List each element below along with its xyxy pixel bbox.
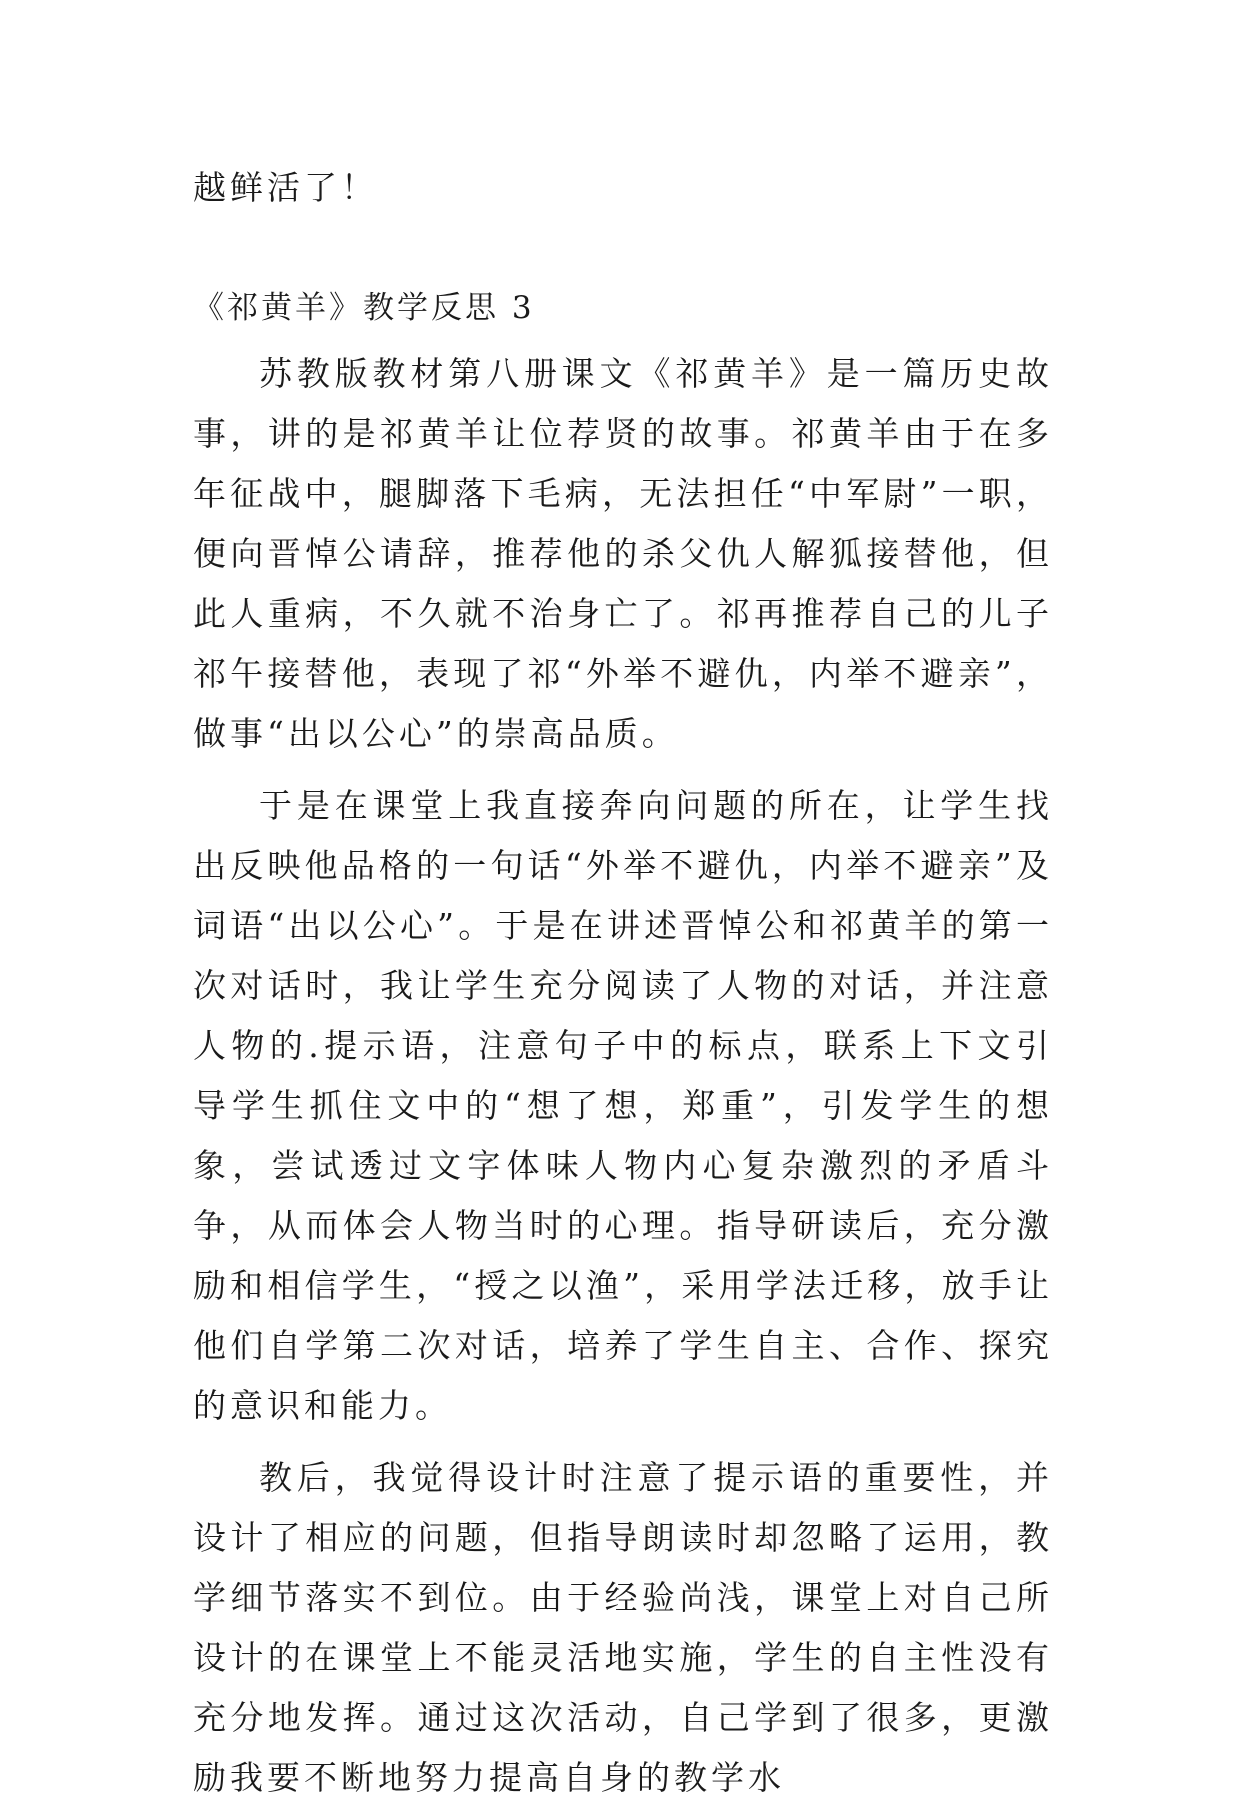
paragraph-3: 教后，我觉得设计时注意了提示语的重要性，并设计了相应的问题，但指导朗读时却忽略了运用，教学细节落实不到位。由于经验尚浅，课堂上对自己所设计的在课堂上不能灵活地实施，学生的自主性没有充分地发挥。通过这次活动，自己学到了很多，更激励我要不断地努力提高自身的教学水	[193, 1458, 1053, 1797]
document-body	[193, 158, 1053, 1820]
paragraph-1: 苏教版教材第八册课文《祁黄羊》是一篇历史故事，讲的是祁黄羊让位荐贤的故事。祁黄羊由于在多年征战中，腿脚落下毛病，无法担任“中军尉”一职，便向晋悼公请辞，推荐他的杀父仇人解狐接替他，但此人重病，不久就不治身亡了。祁再推荐自己的儿子祁午接替他，表现了祁“外举不避仇，内举不避亲”，做事“出以公心”的崇高品质。	[193, 354, 1053, 753]
paragraph-2: 于是在课堂上我直接奔向问题的所在，让学生找出反映他品格的一句话“外举不避仇，内举不避亲”及词语“出以公心”。于是在讲述晋悼公和祁黄羊的第一次对话时，我让学生充分阅读了人物的对话，并注意人物的.提示语，注意句子中的标点，联系上下文引导学生抓住文中的“想了想，郑重”，引发学生的想象，尝试透过文字体味人物内心复杂激烈的矛盾斗争，从而体会人物当时的心理。指导研读后，充分激励和相信学生，“授之以渔”，采用学法迁移，放手让他们自学第二次对话，培养了学生自主、合作、探究的意识和能力。	[193, 786, 1053, 1425]
continuation-text: 越鲜活了！	[193, 168, 378, 207]
section-title: 《祁黄羊》教学反思 3	[193, 290, 535, 326]
